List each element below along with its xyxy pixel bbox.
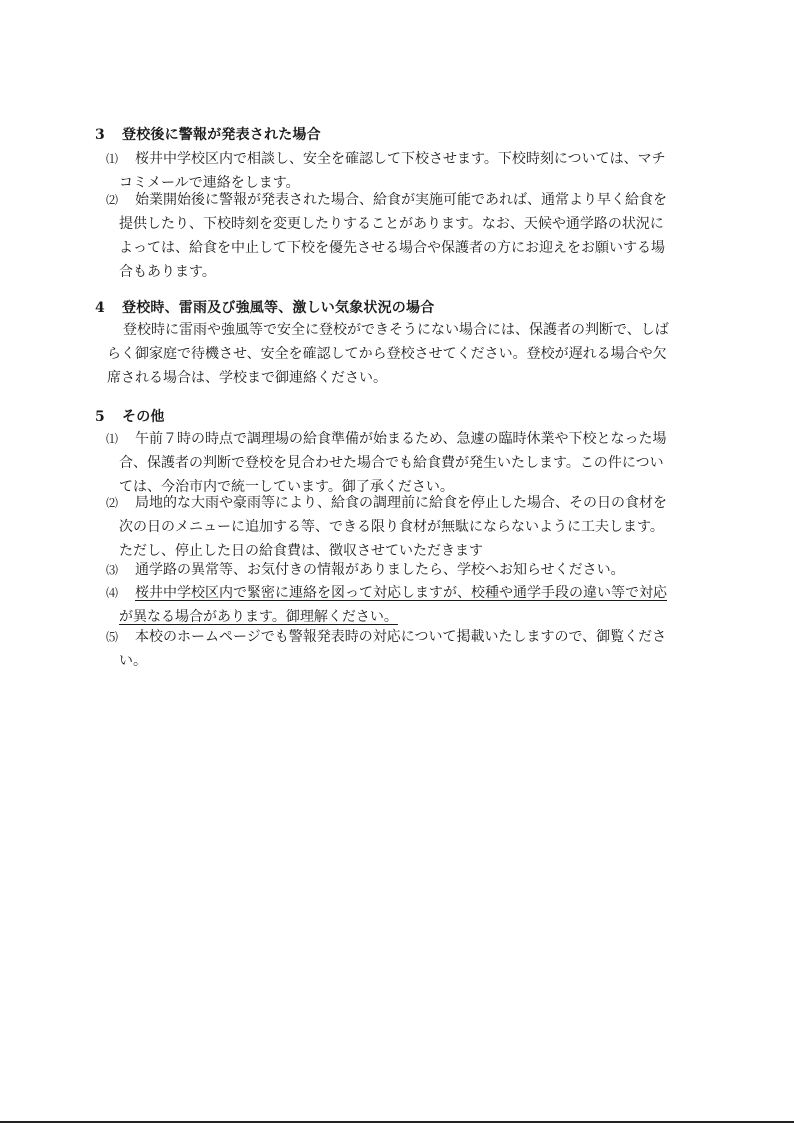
section-3-item-1: ⑴ 桜井中学校区内で相談し、安全を確認して下校させます。下校時刻については、マチ コミメールで連絡をします。 xyxy=(107,147,707,195)
item-marker: ⑴ xyxy=(106,152,119,166)
section-5-item-5: ⑸ 本校のホームページでも警報発表時の対応について掲載いたしますので、御覧くださ い。 xyxy=(107,625,707,673)
underlined-text: 桜井中学校区内で緊密に連絡を図って対応しますが、校種や通学手段の違い等で対応 xyxy=(135,585,667,601)
section-5-item-2: ⑵ 局地的な大雨や豪雨等により、給食の調理前に給食を停止した場合、その日の食材を 次の日のメニューに追加する等、できる限り食材が無駄にならないように工夫します。 ただし、停止した日の給食費は、徴収させていただきます xyxy=(107,491,707,563)
item-marker: ⑴ xyxy=(106,432,119,446)
item-marker: ⑵ xyxy=(106,496,119,510)
page-bottom-border xyxy=(0,1121,794,1123)
section-5-item-3: ⑶ 通学路の異常等、お気付きの情報がありましたら、学校へお知らせください。 xyxy=(107,558,707,582)
item-marker: ⑸ xyxy=(106,630,119,644)
section-5-heading: 5 その他 xyxy=(95,409,165,425)
section-3-heading: 3 登校後に警報が発表された場合 xyxy=(95,127,321,143)
section-5-item-4 xyxy=(107,581,707,629)
underlined-text: が異なる場合があります。御理解ください。 xyxy=(119,609,398,625)
item-marker: ⑵ xyxy=(106,193,119,207)
item-marker: ⑷ xyxy=(106,586,119,600)
section-5-item-1: ⑴ 午前７時の時点で調理場の給食準備が始まるため、急遽の臨時休業や下校となった場 合、保護者の判断で登校を見合わせた場合でも給食費が発生いたします。この件につい ては、今治市内で統一しています。御了承ください。 xyxy=(107,427,707,499)
section-4-paragraph: 登校時に雷雨や強風等で安全に登校ができそうにない場合には、保護者の判断で、しば らく御家庭で待機させ、安全を確認してから登校させてください。登校が遅れる場合や欠 席される場合は、学校まで御連絡ください。 xyxy=(107,322,669,386)
section-3-item-2: ⑵ 始業開始後に警報が発表された場合、給食が実施可能であれば、通常より早く給食を 提供したり、下校時刻を変更したりすることがあります。なお、天候や通学路の状況に よっては、給食を中止して下校を優先させる場合や保護者の方にお迎えをお願いする場 合もあります。 xyxy=(107,188,707,284)
item-marker: ⑶ xyxy=(106,563,119,577)
section-4-heading: 4 登校時、雷雨及び強風等、激しい気象状況の場合 xyxy=(95,300,435,316)
